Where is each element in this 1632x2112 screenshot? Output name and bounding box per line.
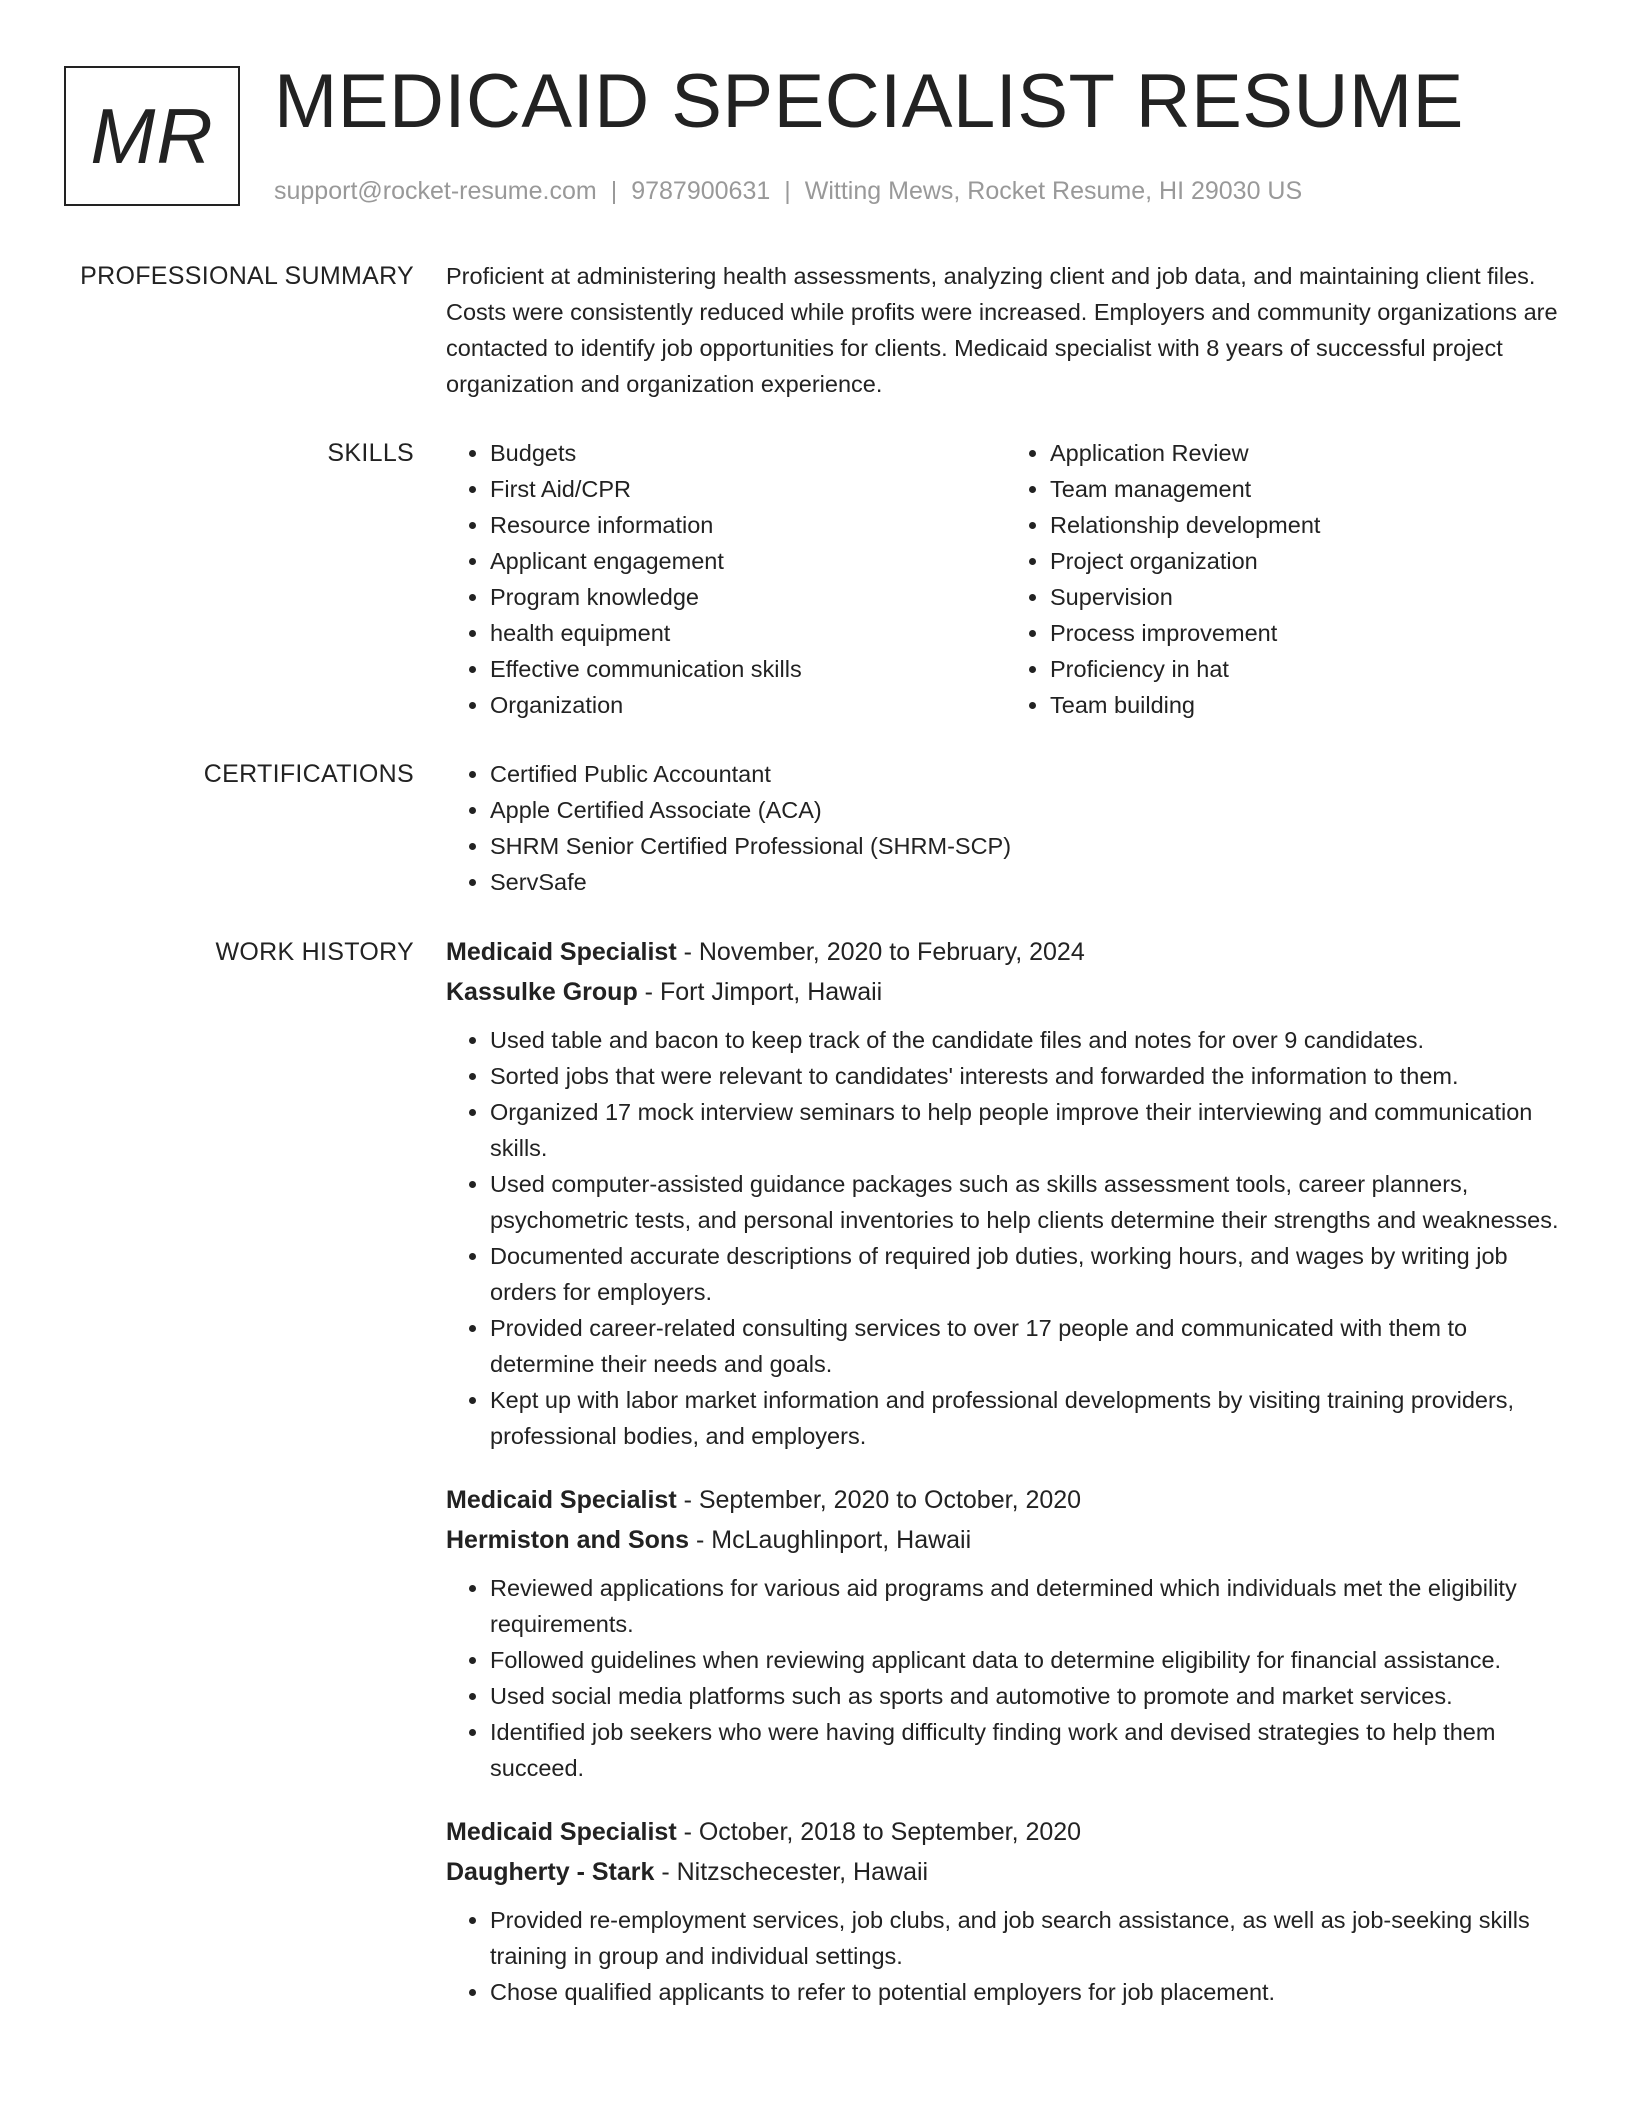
job-title: Medicaid Specialist xyxy=(446,938,677,966)
skill-item: • Project organization xyxy=(1050,543,1566,579)
job-bullet: • Chose qualified applicants to refer to potential employers for job placement. xyxy=(490,1974,1566,2010)
contact-line xyxy=(274,174,1302,208)
job-dates: - October, 2018 to September, 2020 xyxy=(676,1818,1082,1846)
certification-item: • SHRM Senior Certified Professional (SHRM-SCP) xyxy=(490,828,1566,864)
section-label-certifications: CERTIFICATIONS xyxy=(203,760,414,788)
job-bullets xyxy=(446,1902,1566,2010)
job-company: Kassulke Group xyxy=(446,978,638,1006)
job-title: Medicaid Specialist xyxy=(446,1818,677,1846)
section-label-summary: PROFESSIONAL SUMMARY xyxy=(80,262,414,290)
skill-item: • Team management xyxy=(1050,471,1566,507)
job-bullet: • Documented accurate descriptions of required job duties, working hours, and wages by writing job orders for employers. xyxy=(490,1238,1566,1310)
job-bullets xyxy=(446,1570,1566,1786)
job-bullets xyxy=(446,1022,1566,1454)
section-label-work-history: WORK HISTORY xyxy=(215,938,414,966)
skill-item: • Team building xyxy=(1050,687,1566,723)
skills-body xyxy=(446,435,1566,723)
job-title: Medicaid Specialist xyxy=(446,1486,677,1514)
job-entry xyxy=(446,1812,1566,2010)
job-company-line xyxy=(446,1852,1566,1892)
work-history-body xyxy=(446,932,1566,2036)
job-company: Hermiston and Sons xyxy=(446,1526,690,1554)
skill-item: • Budgets xyxy=(490,435,1006,471)
certification-item: • ServSafe xyxy=(490,864,1566,900)
skill-item: • Effective communication skills xyxy=(490,651,1006,687)
contact-email[interactable]: support@rocket-resume.com xyxy=(274,177,597,205)
certification-item: • Apple Certified Associate (ACA) xyxy=(490,792,1566,828)
certifications-body xyxy=(446,756,1566,900)
contact-phone[interactable]: 9787900631 xyxy=(631,177,771,205)
job-bullet: • Reviewed applications for various aid programs and determined which individuals met the eligibility requirements. xyxy=(490,1570,1566,1642)
job-bullet: • Used social media platforms such as sports and automotive to promote and market services. xyxy=(490,1678,1566,1714)
monogram-initials: MR xyxy=(90,91,214,180)
job-bullet: • Used computer-assisted guidance packages such as skills assessment tools, career planners, psychometric tests, and personal inventories to help clients determine their strengths and weaknesses. xyxy=(490,1166,1566,1238)
skills-list-right xyxy=(1006,435,1566,723)
job-company: Daugherty - Stark xyxy=(446,1858,655,1886)
certifications-list xyxy=(446,756,1566,900)
skill-item: • Resource information xyxy=(490,507,1006,543)
skill-item: • Application Review xyxy=(1050,435,1566,471)
contact-separator: | xyxy=(784,177,791,205)
skill-item: • Relationship development xyxy=(1050,507,1566,543)
skills-columns xyxy=(446,435,1566,723)
skill-item: • Applicant engagement xyxy=(490,543,1006,579)
job-bullet: • Organized 17 mock interview seminars to help people improve their interviewing and communication skills. xyxy=(490,1094,1566,1166)
section-label-skills: SKILLS xyxy=(327,439,414,467)
job-bullet: • Kept up with labor market information and professional developments by visiting training providers, professional bodies, and employers. xyxy=(490,1382,1566,1454)
job-title-line xyxy=(446,1480,1566,1520)
skill-item: • Organization xyxy=(490,687,1006,723)
contact-separator: | xyxy=(610,177,618,205)
job-bullet: • Provided career-related consulting services to over 17 people and communicated with them to determine their needs and goals. xyxy=(490,1310,1566,1382)
certification-item: • Certified Public Accountant xyxy=(490,756,1566,792)
job-bullet: • Provided re-employment services, job clubs, and job search assistance, as well as job-seeking skills training in group and individual settings. xyxy=(490,1902,1566,1974)
skill-item: • First Aid/CPR xyxy=(490,471,1006,507)
job-dates: - September, 2020 to October, 2020 xyxy=(676,1486,1082,1514)
job-location: - Nitzschecester, Hawaii xyxy=(654,1858,929,1886)
skills-list-left xyxy=(446,435,1006,723)
skill-item: • health equipment xyxy=(490,615,1006,651)
job-entry xyxy=(446,932,1566,1454)
job-entry xyxy=(446,1480,1566,1786)
job-location: - Fort Jimport, Hawaii xyxy=(637,978,883,1006)
job-bullet: • Identified job seekers who were having difficulty finding work and devised strategies to help them succeed. xyxy=(490,1714,1566,1786)
skill-item: • Process improvement xyxy=(1050,615,1566,651)
job-title-line xyxy=(446,932,1566,972)
skill-item: • Supervision xyxy=(1050,579,1566,615)
job-title-line xyxy=(446,1812,1566,1852)
summary-text: Proficient at administering health assessments, analyzing client and job data, and maintaining client files. Costs were consistently reduced while profits were increased. Employers and community organizations are contacted to identify job opportunities for clients. Medicaid specialist with 8 years of successful project organization and organization experience. xyxy=(446,263,1558,397)
job-bullet: • Used table and bacon to keep track of the candidate files and notes for over 9 candidates. xyxy=(490,1022,1566,1058)
job-dates: - November, 2020 to February, 2024 xyxy=(676,938,1085,966)
job-company-line xyxy=(446,972,1566,1012)
skill-item: • Program knowledge xyxy=(490,579,1006,615)
monogram-badge xyxy=(64,66,240,206)
contact-address: Witting Mews, Rocket Resume, HI 29030 US xyxy=(804,177,1303,205)
job-location: - McLaughlinport, Hawaii xyxy=(689,1526,972,1554)
job-bullet: • Followed guidelines when reviewing applicant data to determine eligibility for financial assistance. xyxy=(490,1642,1566,1678)
job-bullet: • Sorted jobs that were relevant to candidates' interests and forwarded the information to them. xyxy=(490,1058,1566,1094)
resume-title: MEDICAID SPECIALIST RESUME xyxy=(274,59,1464,144)
skill-item: • Proficiency in hat xyxy=(1050,651,1566,687)
job-company-line xyxy=(446,1520,1566,1560)
